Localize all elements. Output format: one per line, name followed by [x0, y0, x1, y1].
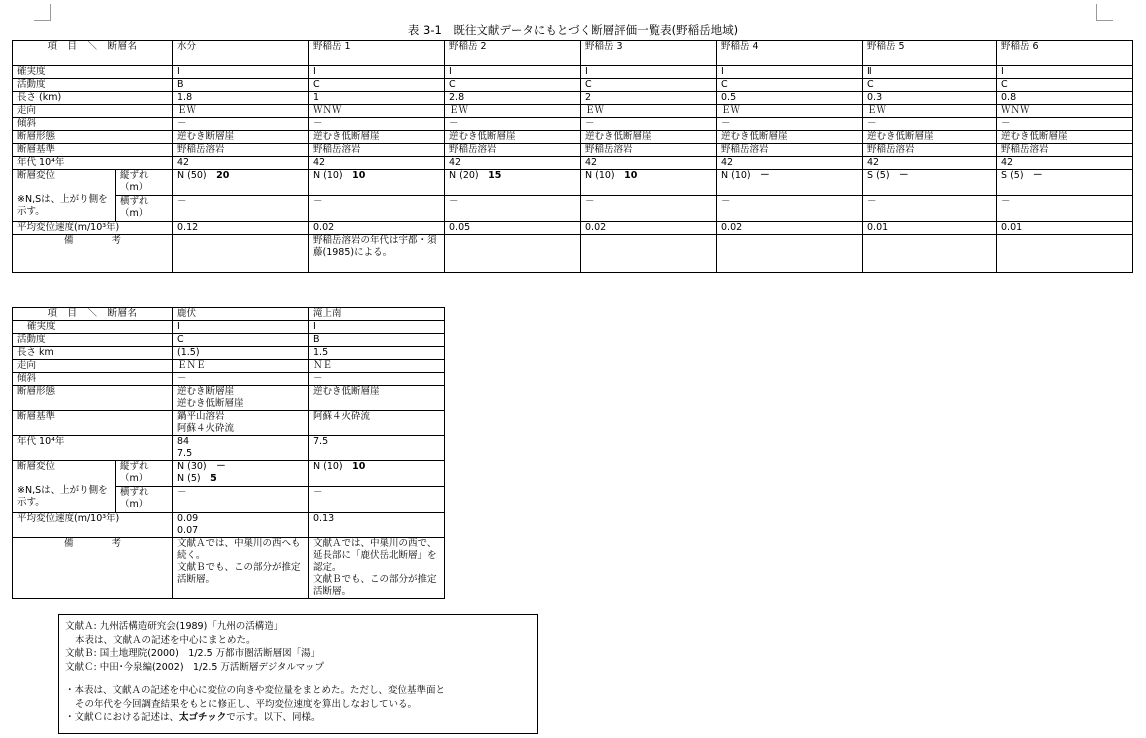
cell: I	[445, 66, 581, 79]
cell: －	[173, 118, 309, 131]
header-label: 項 目 ＼ 断層名	[13, 41, 173, 66]
notes-box	[58, 614, 538, 734]
cell: 逆むき断層崖	[173, 131, 309, 144]
horizontal-label: 横ずれ（m）	[116, 487, 173, 513]
row-dip	[13, 373, 445, 386]
cell: I	[309, 66, 445, 79]
cell: C	[173, 334, 309, 347]
cell: ＥＮＥ	[173, 360, 309, 373]
cell: 野稲岳溶岩	[581, 144, 717, 157]
cell: －	[309, 487, 445, 513]
row-rate	[13, 222, 1133, 235]
vertical-label: 縦ずれ（m）	[116, 170, 173, 196]
row-label: 平均変位速度(m/10³年)	[13, 222, 173, 235]
remarks-cell: 野稲岳溶岩の年代は宇都・須藤(1985)による。	[309, 235, 445, 273]
row-label: 長さ (km)	[13, 92, 173, 105]
cell: －	[581, 118, 717, 131]
cell	[717, 170, 863, 196]
row-certainty	[13, 321, 445, 334]
note-text: ・文献Ｃにおける記述は、	[65, 712, 180, 723]
row-label: 走向	[13, 360, 173, 373]
cell: －	[863, 118, 997, 131]
cell	[309, 461, 445, 487]
cell: I	[717, 66, 863, 79]
cell: －	[173, 487, 309, 513]
cell	[173, 170, 309, 196]
disp-label: 断層変位	[17, 461, 56, 472]
row-certainty	[13, 66, 1133, 79]
row-activity	[13, 79, 1133, 92]
cell: 0.05	[445, 222, 581, 235]
row-label: 確実度	[13, 321, 173, 334]
row-datum	[13, 144, 1133, 157]
vertical-value: N (50)	[177, 170, 207, 181]
row-label: 確実度	[13, 66, 173, 79]
cell-line: 0.07	[177, 525, 199, 536]
cell	[581, 235, 717, 273]
vertical-value-c: －	[216, 461, 226, 472]
fault-name: 野稲岳 1	[309, 41, 445, 66]
cell	[581, 170, 717, 196]
note-text: で示す。以下、同様。	[226, 712, 321, 723]
cell: 1.5	[309, 347, 445, 360]
row-length	[13, 92, 1133, 105]
fault-name: 水分	[173, 41, 309, 66]
cell: ＥＷ	[581, 105, 717, 118]
horizontal-label: 横ずれ（m）	[116, 196, 173, 222]
fault-name: 野稲岳 5	[863, 41, 997, 66]
remarks-line: 文献Ｂでも、この部分が推定活断層。	[313, 574, 437, 597]
cell: 0.12	[173, 222, 309, 235]
note-line: 文献Ｃ: 中田･今泉編(2002) 1/2.5 万活断層デジタルマップ	[65, 661, 324, 673]
cell: 42	[581, 157, 717, 170]
cell: －	[997, 196, 1133, 222]
cell	[173, 461, 309, 487]
vertical-value: N (10)	[721, 170, 751, 181]
page-corner-mark-left	[34, 4, 51, 21]
cell-line: 逆むき断層崖	[177, 386, 235, 397]
row-vertical	[13, 170, 1133, 196]
row-label: 年代 10⁴年	[13, 436, 173, 461]
cell: 0.8	[997, 92, 1133, 105]
disp-label-cell	[13, 461, 116, 513]
cell: 野稲岳溶岩	[445, 144, 581, 157]
fault-name: 鹿伏	[173, 308, 309, 321]
cell: 逆むき低断層崖	[717, 131, 863, 144]
cell	[173, 513, 309, 538]
note-line	[65, 711, 531, 725]
cell: 野稲岳溶岩	[173, 144, 309, 157]
row-datum	[13, 411, 445, 436]
vertical-value-c: 10	[352, 170, 366, 181]
cell: 逆むき低断層崖	[309, 386, 445, 411]
cell-line: 逆むき低断層崖	[177, 398, 244, 409]
vertical-value: N (30)	[177, 461, 207, 472]
row-form	[13, 386, 445, 411]
cell: 0.01	[863, 222, 997, 235]
cell: 0.5	[717, 92, 863, 105]
row-label: 長さ km	[13, 347, 173, 360]
row-label: 活動度	[13, 334, 173, 347]
cell: 1.8	[173, 92, 309, 105]
cell: 7.5	[309, 436, 445, 461]
vertical-value-c: 20	[216, 170, 230, 181]
cell: 42	[717, 157, 863, 170]
vertical-value: S (5)	[1001, 170, 1024, 181]
cell	[997, 170, 1133, 196]
row-strike	[13, 105, 1133, 118]
row-age	[13, 436, 445, 461]
cell: 逆むき低断層崖	[863, 131, 997, 144]
page-corner-mark-right	[1096, 4, 1113, 21]
cell: －	[863, 196, 997, 222]
cell: I	[173, 66, 309, 79]
header-row	[13, 41, 1133, 66]
cell: 0.02	[717, 222, 863, 235]
cell: I	[997, 66, 1133, 79]
cell	[863, 235, 997, 273]
cell: 逆むき低断層崖	[445, 131, 581, 144]
cell: 0.02	[581, 222, 717, 235]
vertical-value: S (5)	[867, 170, 890, 181]
cell: 42	[445, 157, 581, 170]
cell	[309, 170, 445, 196]
row-label: 断層基準	[13, 144, 173, 157]
note-line: ・本表は、文献Ａの記述を中心に変位の向きや変位量をまとめた。ただし、変位基準面と	[65, 685, 446, 696]
cell: 野稲岳溶岩	[309, 144, 445, 157]
remarks-line: 文献Ａでは、中巣川の西で、延長部に「鹿伏岳北断層」を認定。	[313, 538, 437, 573]
row-label: 傾斜	[13, 373, 173, 386]
disp-label: 断層変位	[17, 170, 56, 181]
cell: ＥＷ	[863, 105, 997, 118]
cell	[445, 170, 581, 196]
vertical-value: N (10)	[585, 170, 615, 181]
cell: 逆むき低断層崖	[581, 131, 717, 144]
remarks-line: 文献Ｂでも、この部分が推定活断層。	[177, 562, 301, 585]
row-horizontal	[13, 196, 1133, 222]
fault-name: 滝上南	[309, 308, 445, 321]
cell: －	[309, 373, 445, 386]
disp-label-cell	[13, 170, 116, 222]
vertical-value-c: 10	[624, 170, 638, 181]
cell: C	[445, 79, 581, 92]
cell	[717, 235, 863, 273]
row-activity	[13, 334, 445, 347]
cell: 0.13	[309, 513, 445, 538]
cell-line: 鍋平山溶岩	[177, 411, 225, 422]
cell: I	[581, 66, 717, 79]
cell: －	[445, 196, 581, 222]
note-line: 文献Ｂ: 国土地理院(2000) 1/2.5 万都市圏活断層図「湯」	[65, 648, 321, 659]
note-line: その年代を今回調査結果をもとに修正し、平均変位速度を算出しなおしている。	[75, 698, 418, 710]
cell: ＥＷ	[173, 105, 309, 118]
remarks-cell	[309, 538, 445, 599]
row-label: 断層形態	[13, 386, 173, 411]
cell	[445, 235, 581, 273]
row-label: 傾斜	[13, 118, 173, 131]
cell: 0.02	[309, 222, 445, 235]
row-age	[13, 157, 1133, 170]
cell: C	[997, 79, 1133, 92]
cell	[997, 235, 1133, 273]
cell: C	[309, 79, 445, 92]
cell: －	[581, 196, 717, 222]
cell: 42	[309, 157, 445, 170]
fault-evaluation-table-2	[12, 307, 445, 599]
note-line: 文献Ａ: 九州活構造研究会(1989)「九州の活構造」	[65, 621, 284, 632]
cell-line: 7.5	[177, 448, 193, 459]
fault-name: 野稲岳 3	[581, 41, 717, 66]
note-line: 本表は、文献Ａの記述を中心にまとめた。	[75, 634, 256, 646]
cell: －	[309, 196, 445, 222]
cell: －	[173, 373, 309, 386]
cell: B	[173, 79, 309, 92]
row-label: 平均変位速度(m/10³年)	[13, 513, 173, 538]
fault-evaluation-table-1	[12, 40, 1133, 273]
cell	[863, 170, 997, 196]
vertical-value: N (10)	[313, 461, 343, 472]
cell: －	[997, 118, 1133, 131]
disp-note: ※N,Sは、上がり側を示す。	[17, 194, 108, 217]
cell	[173, 436, 309, 461]
row-remarks	[13, 235, 1133, 273]
cell: －	[717, 196, 863, 222]
table-title: 表 3-1 既往文献データにもとづく断層評価一覧表(野稲岳地域)	[407, 23, 739, 37]
vertical-value: N (20)	[449, 170, 479, 181]
vertical-value-c: －	[1033, 170, 1043, 181]
cell: B	[309, 334, 445, 347]
cell: C	[581, 79, 717, 92]
row-vertical	[13, 461, 445, 487]
cell: ＷＮＷ	[997, 105, 1133, 118]
vertical-value: N (10)	[313, 170, 343, 181]
cell: 42	[997, 157, 1133, 170]
vertical-value-c: －	[760, 170, 770, 181]
cell-line: 84	[177, 436, 190, 447]
cell: 野稲岳溶岩	[863, 144, 997, 157]
cell: C	[863, 79, 997, 92]
cell: 2.8	[445, 92, 581, 105]
cell: 阿蘇４火砕流	[309, 411, 445, 436]
row-form	[13, 131, 1133, 144]
cell: 0.01	[997, 222, 1133, 235]
cell: －	[445, 118, 581, 131]
remarks-line: 文献Ａでは、中巣川の西へも続く。	[177, 538, 301, 561]
header-row	[13, 308, 445, 321]
cell: 逆むき低断層崖	[309, 131, 445, 144]
cell: I	[309, 321, 445, 334]
cell: ＥＷ	[717, 105, 863, 118]
row-label: 断層形態	[13, 131, 173, 144]
cell-line	[177, 461, 304, 473]
cell: 逆むき低断層崖	[997, 131, 1133, 144]
cell: ＥＷ	[445, 105, 581, 118]
row-label: 年代 10⁴年	[13, 157, 173, 170]
cell: －	[717, 118, 863, 131]
cell: ＮＥ	[309, 360, 445, 373]
cell: 42	[173, 157, 309, 170]
cell	[173, 235, 309, 273]
cell: 0.3	[863, 92, 997, 105]
cell: －	[173, 196, 309, 222]
cell: 2	[581, 92, 717, 105]
header-label: 項 目 ＼ 断層名	[13, 308, 173, 321]
cell	[173, 411, 309, 436]
cell-line: 0.09	[177, 513, 199, 524]
cell-line: 阿蘇４火砕流	[177, 423, 235, 434]
cell: －	[309, 118, 445, 131]
row-label: 備 考	[13, 538, 173, 599]
cell: 野稲岳溶岩	[717, 144, 863, 157]
vertical-value-c: 15	[488, 170, 502, 181]
note-bold-text: 太ゴチック	[179, 712, 227, 723]
cell: Ⅱ	[863, 66, 997, 79]
fault-name: 野稲岳 4	[717, 41, 863, 66]
row-label: 備 考	[13, 235, 173, 273]
vertical-value-c: 5	[210, 473, 217, 484]
cell: I	[173, 321, 309, 334]
row-strike	[13, 360, 445, 373]
fault-name: 野稲岳 2	[445, 41, 581, 66]
cell	[173, 386, 309, 411]
vertical-value-c: －	[899, 170, 909, 181]
disp-note: ※N,Sは、上がり側を示す。	[17, 485, 108, 508]
cell: 1	[309, 92, 445, 105]
cell: (1.5)	[173, 347, 309, 360]
vertical-label: 縦ずれ（m）	[116, 461, 173, 487]
row-remarks	[13, 538, 445, 599]
row-label: 走向	[13, 105, 173, 118]
row-label: 断層基準	[13, 411, 173, 436]
row-length	[13, 347, 445, 360]
cell: 野稲岳溶岩	[997, 144, 1133, 157]
vertical-value: N (5)	[177, 473, 201, 484]
row-label: 活動度	[13, 79, 173, 92]
cell-line	[177, 473, 304, 485]
cell: 42	[863, 157, 997, 170]
cell: C	[717, 79, 863, 92]
cell: ＷＮＷ	[309, 105, 445, 118]
row-rate	[13, 513, 445, 538]
remarks-cell	[173, 538, 309, 599]
vertical-value-c: 10	[352, 461, 366, 472]
row-dip	[13, 118, 1133, 131]
fault-name: 野稲岳 6	[997, 41, 1133, 66]
